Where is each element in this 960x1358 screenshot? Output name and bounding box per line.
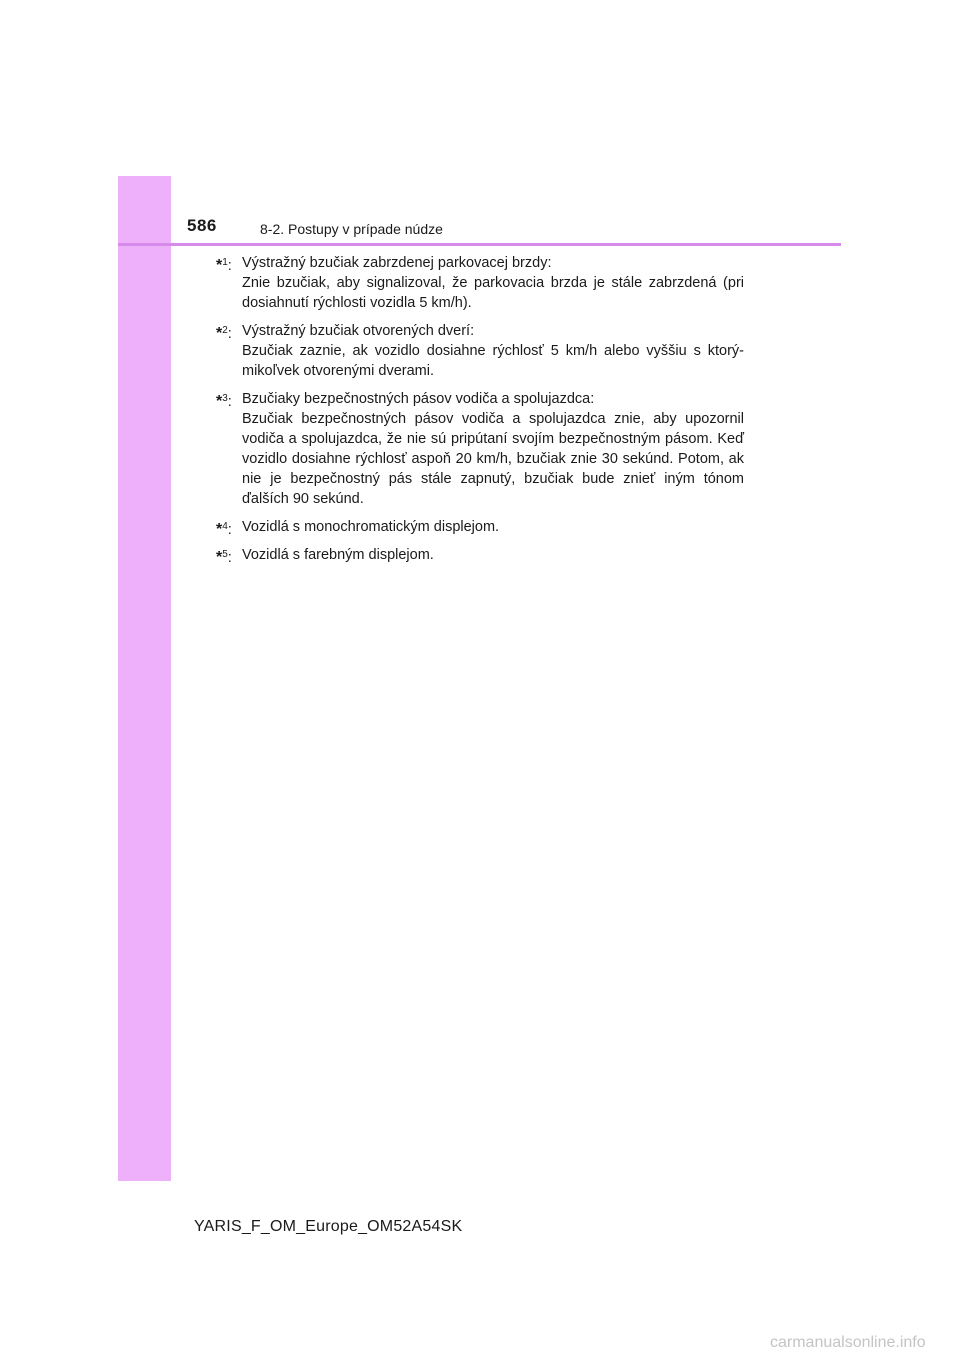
asterisk-icon: * — [216, 521, 223, 538]
footnote-body — [242, 253, 744, 313]
footnote-item — [216, 545, 744, 565]
footnote-text: Bzučiak zaznie, ak vozidlo dosiahne rýchlosť 5 km/h alebo vyššiu s ktorý-mikoľvek otvorenými dverami. — [242, 343, 744, 379]
footnote-marker — [216, 517, 232, 540]
asterisk-icon: * — [216, 257, 223, 274]
footnote-body — [242, 389, 744, 509]
footnote-index: 4 — [222, 521, 228, 532]
asterisk-icon: * — [216, 549, 223, 566]
footnote-index: 2 — [222, 325, 228, 336]
footnote-separator: : — [227, 394, 232, 410]
footnote-body — [242, 545, 744, 565]
footnote-body — [242, 517, 744, 537]
footnote-title: Vozidlá s monochromatickým displejom. — [242, 519, 500, 535]
footnote-item — [216, 253, 744, 313]
asterisk-icon: * — [216, 393, 223, 410]
page-number: 586 — [187, 216, 217, 235]
footnote-separator: : — [227, 258, 232, 274]
footnote-index: 3 — [222, 393, 228, 404]
footnote-separator: : — [227, 326, 232, 342]
footnote-marker — [216, 545, 232, 568]
footnote-title: Bzučiaky bezpečnostných pásov vodiča a spolujazdca: — [242, 391, 595, 407]
asterisk-icon: * — [216, 325, 223, 342]
footnote-item — [216, 517, 744, 537]
footnote-marker — [216, 321, 232, 344]
footnote-index: 5 — [222, 549, 228, 560]
footnote-title: Výstražný bzučiak otvorených dverí: — [242, 323, 475, 339]
footnote-title: Vozidlá s farebným displejom. — [242, 547, 434, 563]
footnote-title: Výstražný bzučiak zabrzdenej parkovacej brzdy: — [242, 255, 552, 271]
footnote-text: Bzučiak bezpečnostných pásov vodiča a spolujazdca znie, aby upozornil vodiča a spolujazdca, že nie sú pripútaní svojím bezpečnostným pásom. Keď vozidlo dosiahne rýchlosť aspoň 20 km/h, bzučiak znie 30 sekúnd. Potom, ak nie je bezpečnostný pás stále zapnutý, bzučiak bude znieť iným tónom ďalších 90 sekúnd. — [242, 411, 744, 507]
footnote-separator: : — [227, 522, 232, 538]
chapter-sidebar-tab — [118, 176, 171, 1181]
footnote-marker — [216, 253, 232, 276]
footnote-marker — [216, 389, 232, 412]
document-code: YARIS_F_OM_Europe_OM52A54SK — [194, 1218, 463, 1235]
watermark: carmanualsonline.info — [770, 1334, 926, 1351]
footnote-index: 1 — [222, 257, 228, 268]
footnote-item — [216, 389, 744, 509]
header-divider — [118, 243, 841, 246]
footnote-separator: : — [227, 550, 232, 566]
footnote-item — [216, 321, 744, 381]
footnotes-list — [216, 253, 744, 573]
footnote-text: Znie bzučiak, aby signalizoval, že parkovacia brzda je stále zabrzdená (pri dosiahnutí rýchlosti vozidla 5 km/h). — [242, 275, 744, 311]
footnote-body — [242, 321, 744, 381]
section-title: 8-2. Postupy v prípade núdze — [260, 221, 443, 237]
